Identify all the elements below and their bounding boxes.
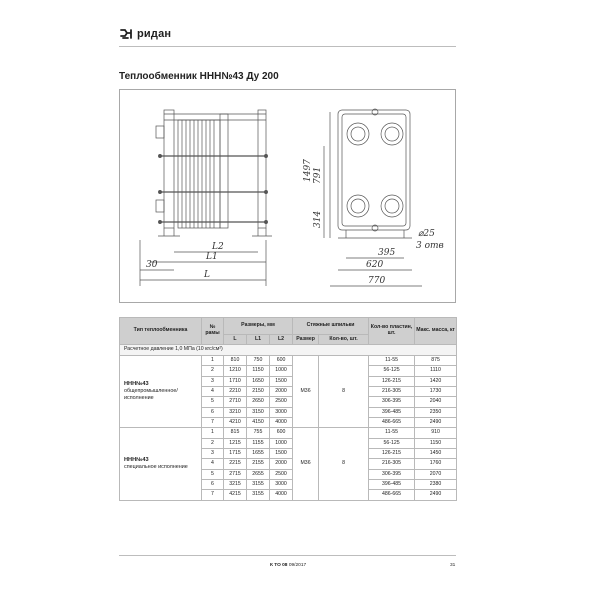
- l2-cell: 2000: [270, 387, 293, 397]
- header-l: L: [224, 335, 247, 345]
- type-desc: специальное исполнение: [124, 464, 188, 471]
- l2-cell: 4000: [270, 490, 293, 500]
- dim-791: 791: [313, 166, 323, 184]
- l-cell: 4215: [224, 490, 247, 500]
- l-cell: 810: [224, 356, 247, 366]
- specs-table: [119, 317, 457, 501]
- plates-cell: 11-55: [369, 356, 415, 366]
- table-row: [120, 428, 457, 438]
- l-cell: 3215: [224, 480, 247, 490]
- frame-cell: 2: [202, 366, 224, 376]
- l2-cell: 1000: [270, 366, 293, 376]
- page-title: Теплообменник ННН№43 Ду 200: [119, 71, 279, 82]
- l2-cell: 2500: [270, 397, 293, 407]
- l-cell: 2710: [224, 397, 247, 407]
- header-plates: Кол-во пластин, шт.: [369, 318, 415, 345]
- table-row: [120, 356, 457, 366]
- l1-cell: 2155: [247, 459, 270, 469]
- l2-cell: 1500: [270, 449, 293, 459]
- l1-cell: 3155: [247, 480, 270, 490]
- header-divider: [119, 46, 456, 47]
- header-stud-qty: Кол-во, шт.: [319, 335, 369, 345]
- mass-cell: 1450: [415, 449, 457, 459]
- l-cell: 4210: [224, 418, 247, 428]
- plates-cell: 126-215: [369, 449, 415, 459]
- dim-holes: 3 отв: [416, 241, 444, 251]
- l1-cell: 2650: [247, 397, 270, 407]
- l2-cell: 3000: [270, 407, 293, 417]
- header-frame: № рамы: [202, 318, 224, 345]
- mass-cell: 910: [415, 428, 457, 438]
- header-l2: L2: [270, 335, 293, 345]
- l-cell: 1215: [224, 438, 247, 448]
- l2-cell: 2500: [270, 469, 293, 479]
- l1-cell: 750: [247, 356, 270, 366]
- ridan-logo-icon: [119, 27, 133, 41]
- frame-cell: 5: [202, 397, 224, 407]
- plates-cell: 56-125: [369, 438, 415, 448]
- l2-cell: 600: [270, 428, 293, 438]
- frame-cell: 2: [202, 438, 224, 448]
- mass-cell: 2490: [415, 490, 457, 500]
- plates-cell: 306-395: [369, 469, 415, 479]
- dim-l: L: [204, 270, 210, 280]
- header-mass: Макс. масса, кг: [415, 318, 457, 345]
- dim-hole: ⌀25: [418, 229, 435, 239]
- l-cell: 2210: [224, 387, 247, 397]
- l1-cell: 3150: [247, 407, 270, 417]
- catalog-date: 09/2017: [288, 563, 307, 568]
- type-desc: общепромышленное/ исполнение: [124, 388, 178, 402]
- plates-cell: 126-215: [369, 376, 415, 386]
- dim-1497: 1497: [303, 159, 313, 182]
- frame-cell: 3: [202, 449, 224, 459]
- frame-cell: 6: [202, 480, 224, 490]
- l1-cell: 2655: [247, 469, 270, 479]
- l-cell: 1715: [224, 449, 247, 459]
- technical-drawing: [119, 89, 456, 303]
- catalog-code: [270, 563, 306, 568]
- dim-l1: L1: [206, 252, 218, 262]
- mass-cell: 2490: [415, 418, 457, 428]
- drawing-canvas: [120, 90, 457, 304]
- l1-cell: 1155: [247, 438, 270, 448]
- type-cell: [120, 356, 202, 428]
- type-cell: [120, 428, 202, 500]
- l2-cell: 1000: [270, 438, 293, 448]
- plates-cell: 11-55: [369, 428, 415, 438]
- l1-cell: 3155: [247, 490, 270, 500]
- frame-cell: 3: [202, 376, 224, 386]
- header-studs: Стяжные шпильки: [293, 318, 369, 335]
- plates-cell: 56-125: [369, 366, 415, 376]
- l1-cell: 4150: [247, 418, 270, 428]
- frame-cell: 1: [202, 428, 224, 438]
- l-cell: 815: [224, 428, 247, 438]
- l1-cell: 2150: [247, 387, 270, 397]
- frame-cell: 4: [202, 459, 224, 469]
- stud-qty-cell: 8: [319, 428, 369, 500]
- header-sizes: Размеры, мм: [224, 318, 293, 335]
- plates-cell: 486-665: [369, 490, 415, 500]
- frame-cell: 5: [202, 469, 224, 479]
- mass-cell: 2040: [415, 397, 457, 407]
- l2-cell: 600: [270, 356, 293, 366]
- l2-cell: 1500: [270, 376, 293, 386]
- stud-size-cell: М36: [293, 428, 319, 500]
- brand-logo: [119, 26, 171, 42]
- plates-cell: 216-305: [369, 387, 415, 397]
- mass-cell: 1760: [415, 459, 457, 469]
- mass-cell: 2350: [415, 407, 457, 417]
- dim-314: 314: [313, 210, 323, 228]
- header-type: Тип теплообменника: [120, 318, 202, 345]
- frame-cell: 7: [202, 418, 224, 428]
- footer-divider: [119, 555, 456, 556]
- specs-table-wrap: [119, 317, 456, 501]
- l-cell: 2215: [224, 459, 247, 469]
- mass-cell: 2380: [415, 480, 457, 490]
- mass-cell: 1730: [415, 387, 457, 397]
- dim-770: 770: [368, 276, 386, 286]
- catalog-code-text: К ТО 08: [270, 563, 288, 568]
- plates-cell: 396-485: [369, 407, 415, 417]
- mass-cell: 2070: [415, 469, 457, 479]
- frame-cell: 1: [202, 356, 224, 366]
- l1-cell: 1150: [247, 366, 270, 376]
- dim-30: 30: [146, 260, 158, 270]
- l-cell: 2715: [224, 469, 247, 479]
- dim-l2: L2: [212, 242, 224, 252]
- type-name: ННН№43: [124, 456, 149, 463]
- mass-cell: 1420: [415, 376, 457, 386]
- plates-cell: 216-305: [369, 459, 415, 469]
- l-cell: 1710: [224, 376, 247, 386]
- mass-cell: 1150: [415, 438, 457, 448]
- dim-395: 395: [378, 248, 396, 258]
- brand-name: ридан: [137, 28, 172, 40]
- frame-cell: 6: [202, 407, 224, 417]
- frame-cell: 4: [202, 387, 224, 397]
- header-stud-size: Размер: [293, 335, 319, 345]
- dim-620: 620: [366, 260, 384, 270]
- l2-cell: 2000: [270, 459, 293, 469]
- l2-cell: 4000: [270, 418, 293, 428]
- l1-cell: 755: [247, 428, 270, 438]
- l2-cell: 3000: [270, 480, 293, 490]
- l1-cell: 1650: [247, 376, 270, 386]
- page-number: 31: [450, 563, 456, 568]
- l-cell: 1210: [224, 366, 247, 376]
- header-l1: L1: [247, 335, 270, 345]
- mass-cell: 1110: [415, 366, 457, 376]
- l-cell: 3210: [224, 407, 247, 417]
- plates-cell: 486-665: [369, 418, 415, 428]
- type-name: ННН№43: [124, 381, 149, 388]
- frame-cell: 7: [202, 490, 224, 500]
- plates-cell: 396-485: [369, 480, 415, 490]
- stud-size-cell: М36: [293, 356, 319, 428]
- stud-qty-cell: 8: [319, 356, 369, 428]
- l1-cell: 1655: [247, 449, 270, 459]
- plates-cell: 306-395: [369, 397, 415, 407]
- pressure-note: Расчетное давление 1,0 МПа (10 кгс/см²): [120, 345, 457, 356]
- mass-cell: 875: [415, 356, 457, 366]
